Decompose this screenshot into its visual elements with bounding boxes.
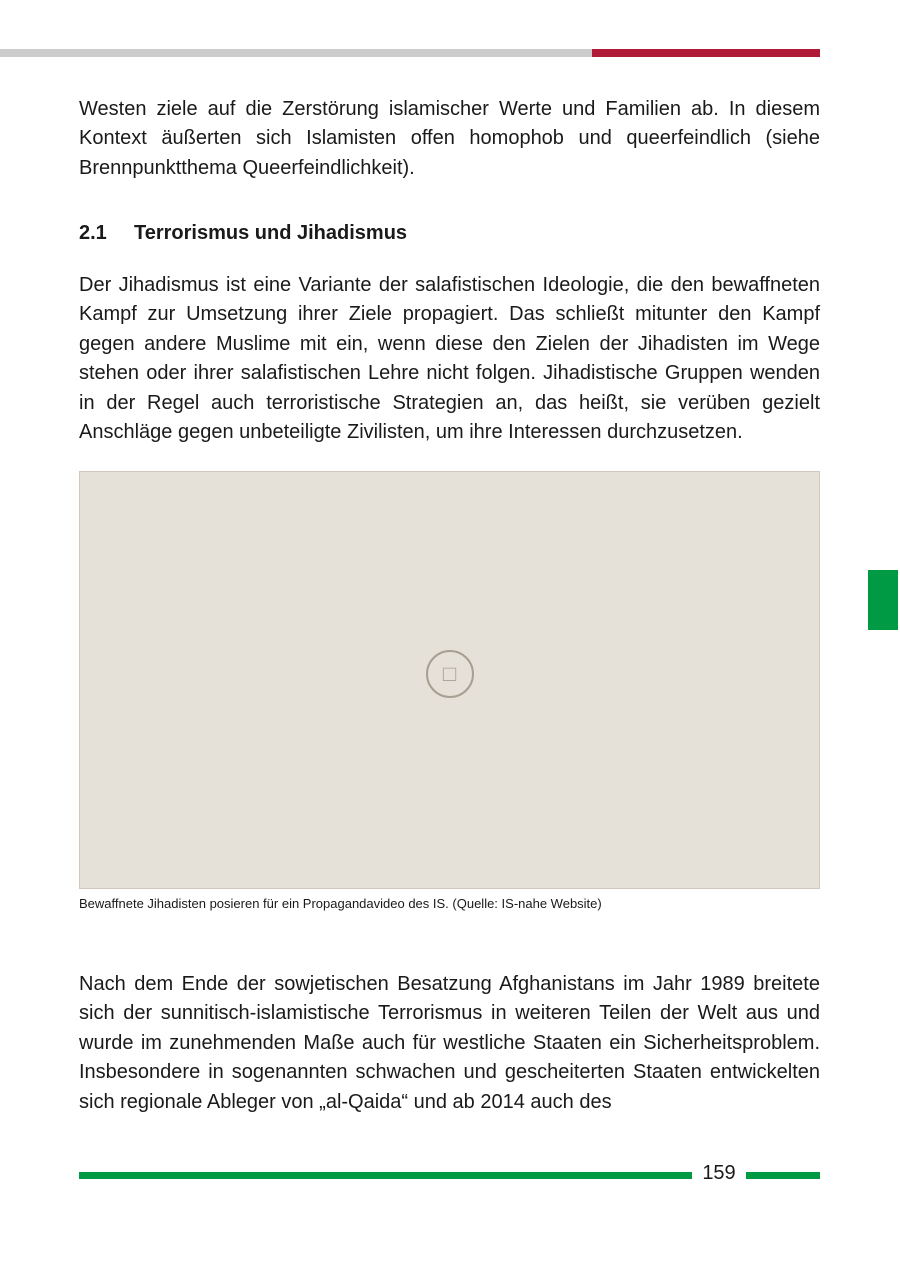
section-number: 2.1 <box>79 222 107 244</box>
paragraph-intro: Westen ziele auf die Zerstörung islamischer Werte und Familien ab. In diesem Kontext äußerten sich Islamisten offen homophob und queerfeindlich (siehe Brennpunktthema Queerfeindlichkeit). <box>79 98 820 179</box>
image-withheld-icon: □ <box>426 650 474 698</box>
paragraph-history: Nach dem Ende der sowjetischen Besatzung Afghanistans im Jahr 1989 breitete sich der sunnitisch-islamistische Terrorismus in weiteren Teilen der Welt aus und wurde im zunehmenden Maße auch für westliche Staaten ein Sicherheitsproblem. Insbesondere in sogenannten schwachen und gescheiterten Staaten entwickelten sich regionale Ableger von „al-Qaida“ und ab 2014 auch des <box>79 973 820 1113</box>
figure-caption: Bewaffnete Jihadisten posieren für ein Propagandavideo des IS. (Quelle: IS-nahe Website) <box>79 896 602 911</box>
chapter-tab-marker <box>868 570 898 630</box>
header-rule-grey <box>0 49 592 57</box>
page-number: 159 <box>702 1162 736 1184</box>
section-title: Terrorismus und Jihadismus <box>134 222 408 244</box>
section-heading <box>79 219 407 247</box>
figure-placeholder <box>79 471 820 889</box>
footer-rule-left <box>79 1172 692 1179</box>
header-rule-red <box>592 49 820 57</box>
paragraph-jihadism: Der Jihadismus ist eine Variante der salafistischen Ideologie, die den bewaffneten Kampf zur Umsetzung ihrer Ziele propagiert. Das schließt mitunter den Kampf gegen andere Muslime mit ein, wenn diese den Zielen der Jihadisten im Wege stehen oder ihrer salafistischen Lehre nicht folgen. Jihadistische Gruppen wenden in der Regel auch terroristische Strategien an, das heißt, sie verüben gezielt Anschläge gegen unbeteiligte Zivilisten, um ihre Interessen durchzusetzen. <box>79 274 820 444</box>
footer-rule-right <box>746 1172 820 1179</box>
